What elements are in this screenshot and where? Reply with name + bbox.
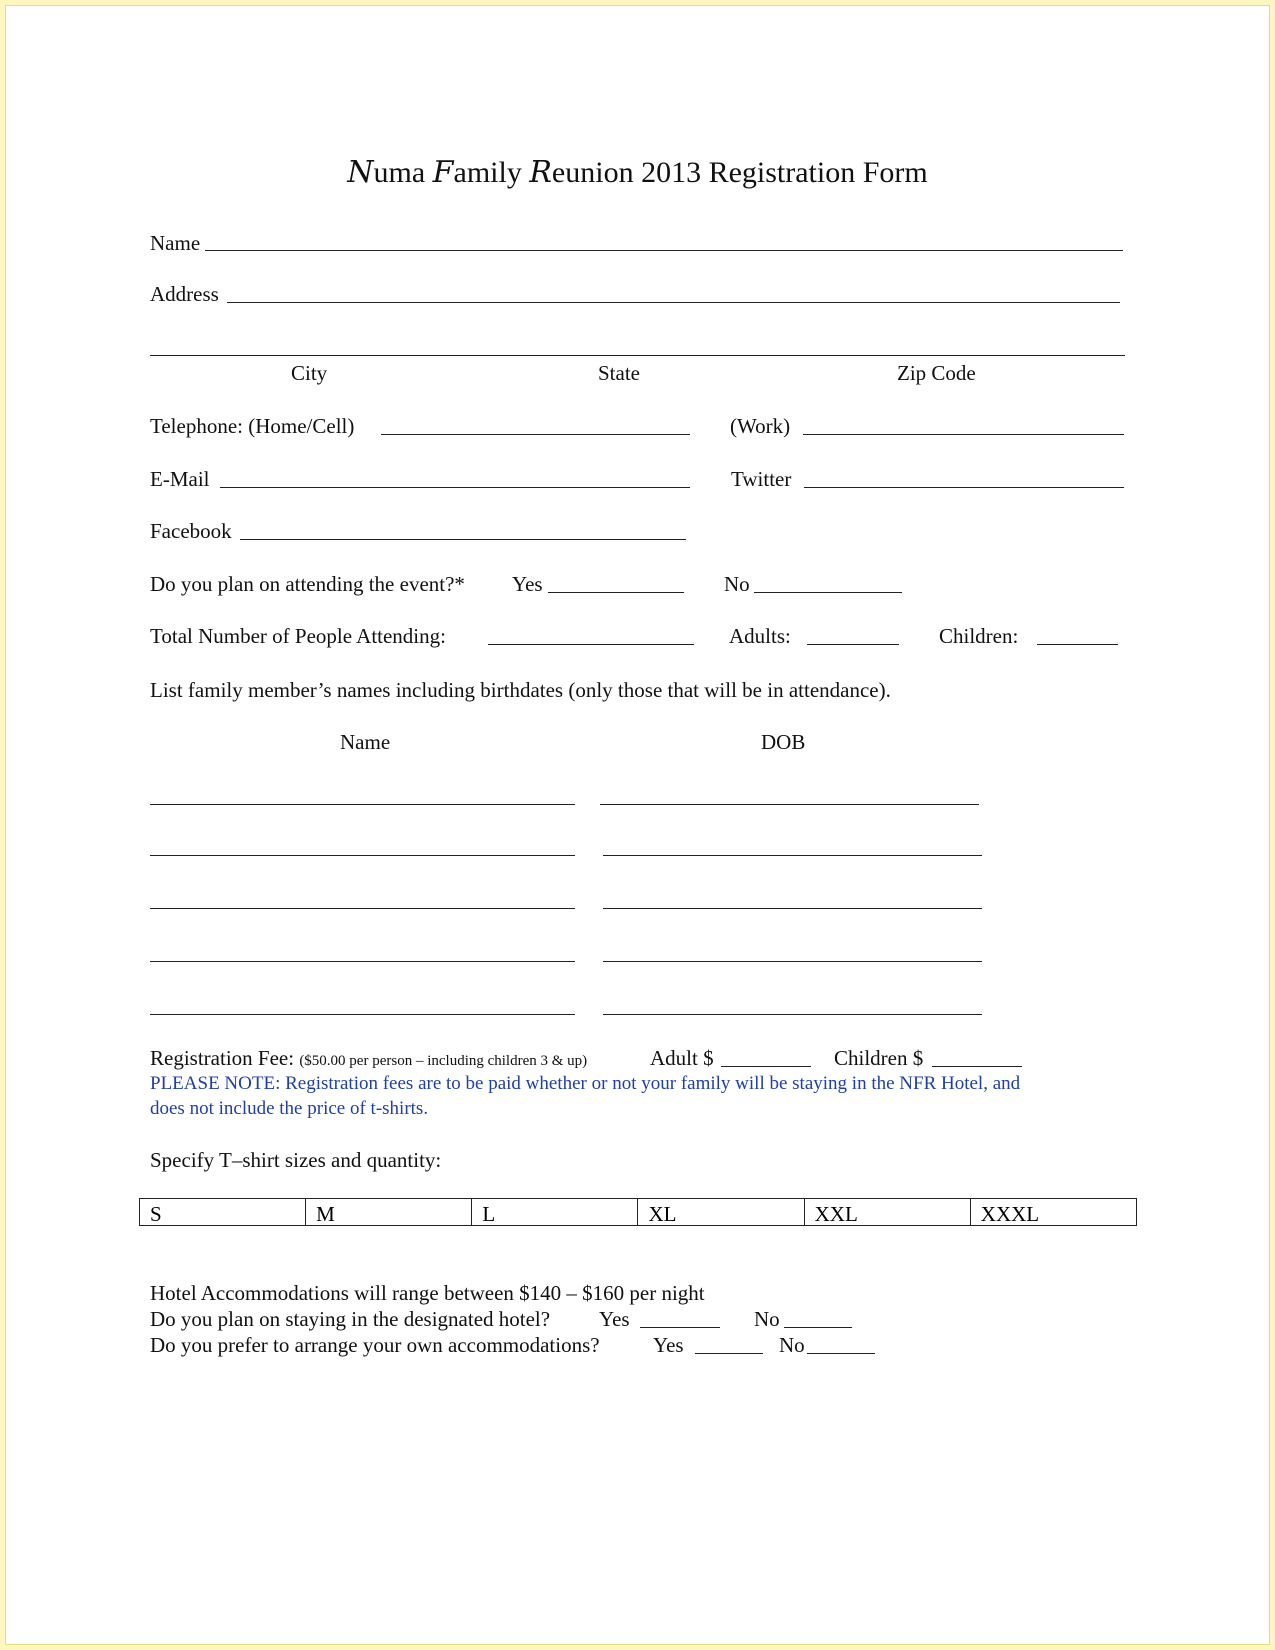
city-state-zip-field[interactable]	[150, 355, 1125, 356]
member-dob-field-2[interactable]	[603, 855, 982, 856]
member-name-field-2[interactable]	[150, 855, 575, 856]
work-phone-field[interactable]	[803, 434, 1124, 435]
name-field[interactable]	[205, 250, 1123, 251]
member-name-field-5[interactable]	[150, 1014, 575, 1015]
title-part-1: uma	[373, 156, 433, 189]
children-field[interactable]	[1037, 644, 1118, 645]
member-dob-field-3[interactable]	[603, 908, 982, 909]
title-part-2: amily	[453, 156, 530, 189]
attend-yes-label: Yes	[512, 572, 543, 596]
member-name-header: Name	[340, 730, 391, 754]
member-dob-field-1[interactable]	[600, 804, 979, 805]
member-dob-field-5[interactable]	[603, 1014, 982, 1015]
own-accommodations-yes-label: Yes	[653, 1333, 684, 1357]
address-field[interactable]	[227, 302, 1120, 303]
member-name-field-3[interactable]	[150, 908, 575, 909]
member-name-field-1[interactable]	[150, 804, 575, 805]
telephone-label: Telephone: (Home/Cell)	[150, 414, 355, 438]
attend-no-label: No	[724, 572, 750, 596]
title-initial-r: R	[529, 155, 552, 190]
twitter-field[interactable]	[804, 487, 1124, 488]
zip-label: Zip Code	[897, 361, 976, 385]
form-title	[0, 155, 1275, 190]
own-accommodations-yes-field[interactable]	[695, 1353, 763, 1354]
twitter-label: Twitter	[731, 467, 792, 491]
adult-fee-field[interactable]	[721, 1066, 811, 1067]
attend-no-field[interactable]	[754, 592, 902, 593]
family-list-instruction: List family member’s names including birthdates (only those that will be in attendance).	[150, 678, 891, 702]
fee-note-line-1: PLEASE NOTE: Registration fees are to be paid whether or not your family will be staying in the NFR Hotel, and	[150, 1073, 1021, 1094]
tshirt-size-s[interactable]: S	[140, 1199, 306, 1226]
hotel-range-text: Hotel Accommodations will range between $140 – $160 per night	[150, 1281, 705, 1305]
hotel-stay-no-field[interactable]	[784, 1327, 852, 1328]
attend-question: Do you plan on attending the event?*	[150, 572, 465, 596]
title-initial-n: N	[347, 155, 374, 190]
children-fee-label: Children $	[834, 1046, 924, 1070]
email-label: E-Mail	[150, 467, 210, 491]
member-dob-field-4[interactable]	[603, 961, 982, 962]
children-fee-field[interactable]	[932, 1066, 1022, 1067]
fee-note-line-2: does not include the price of t-shirts.	[150, 1098, 429, 1119]
member-dob-header: DOB	[761, 730, 806, 754]
adults-label: Adults:	[729, 624, 791, 648]
member-name-field-4[interactable]	[150, 961, 575, 962]
tshirt-instruction: Specify T–shirt sizes and quantity:	[150, 1148, 442, 1172]
tshirt-size-xxl[interactable]: XXL	[804, 1199, 970, 1226]
home-cell-phone-field[interactable]	[381, 434, 690, 435]
children-label: Children:	[939, 624, 1019, 648]
email-field[interactable]	[220, 487, 690, 488]
city-label: City	[291, 361, 328, 385]
tshirt-size-table	[139, 1198, 1137, 1226]
registration-fee-detail: ($50.00 per person – including children 3 & up)	[299, 1053, 588, 1069]
own-accommodations-question: Do you prefer to arrange your own accommodations?	[150, 1333, 600, 1357]
hotel-stay-yes-label: Yes	[599, 1307, 630, 1331]
total-people-field[interactable]	[488, 644, 694, 645]
registration-fee-label: Registration Fee:	[150, 1046, 295, 1070]
title-initial-f: F	[432, 155, 454, 190]
hotel-stay-question: Do you plan on staying in the designated hotel?	[150, 1307, 551, 1331]
hotel-stay-yes-field[interactable]	[640, 1327, 720, 1328]
own-accommodations-no-field[interactable]	[807, 1353, 875, 1354]
hotel-stay-no-label: No	[754, 1307, 780, 1331]
state-label: State	[598, 361, 640, 385]
adults-field[interactable]	[807, 644, 899, 645]
tshirt-size-l[interactable]: L	[472, 1199, 638, 1226]
tshirt-size-m[interactable]: M	[306, 1199, 472, 1226]
facebook-field[interactable]	[240, 539, 686, 540]
tshirt-size-xl[interactable]: XL	[638, 1199, 804, 1226]
facebook-label: Facebook	[150, 519, 232, 543]
tshirt-size-xxxl[interactable]: XXXL	[970, 1199, 1136, 1226]
name-label: Name	[150, 231, 201, 255]
work-phone-label: (Work)	[730, 414, 791, 438]
total-people-label: Total Number of People Attending:	[150, 624, 446, 648]
own-accommodations-no-label: No	[779, 1333, 805, 1357]
address-label: Address	[150, 282, 219, 306]
registration-fee-line	[150, 1048, 587, 1069]
tshirt-size-row	[140, 1199, 1137, 1226]
title-part-3: eunion 2013 Registration Form	[551, 156, 928, 189]
attend-yes-field[interactable]	[548, 592, 684, 593]
adult-fee-label: Adult $	[650, 1046, 714, 1070]
